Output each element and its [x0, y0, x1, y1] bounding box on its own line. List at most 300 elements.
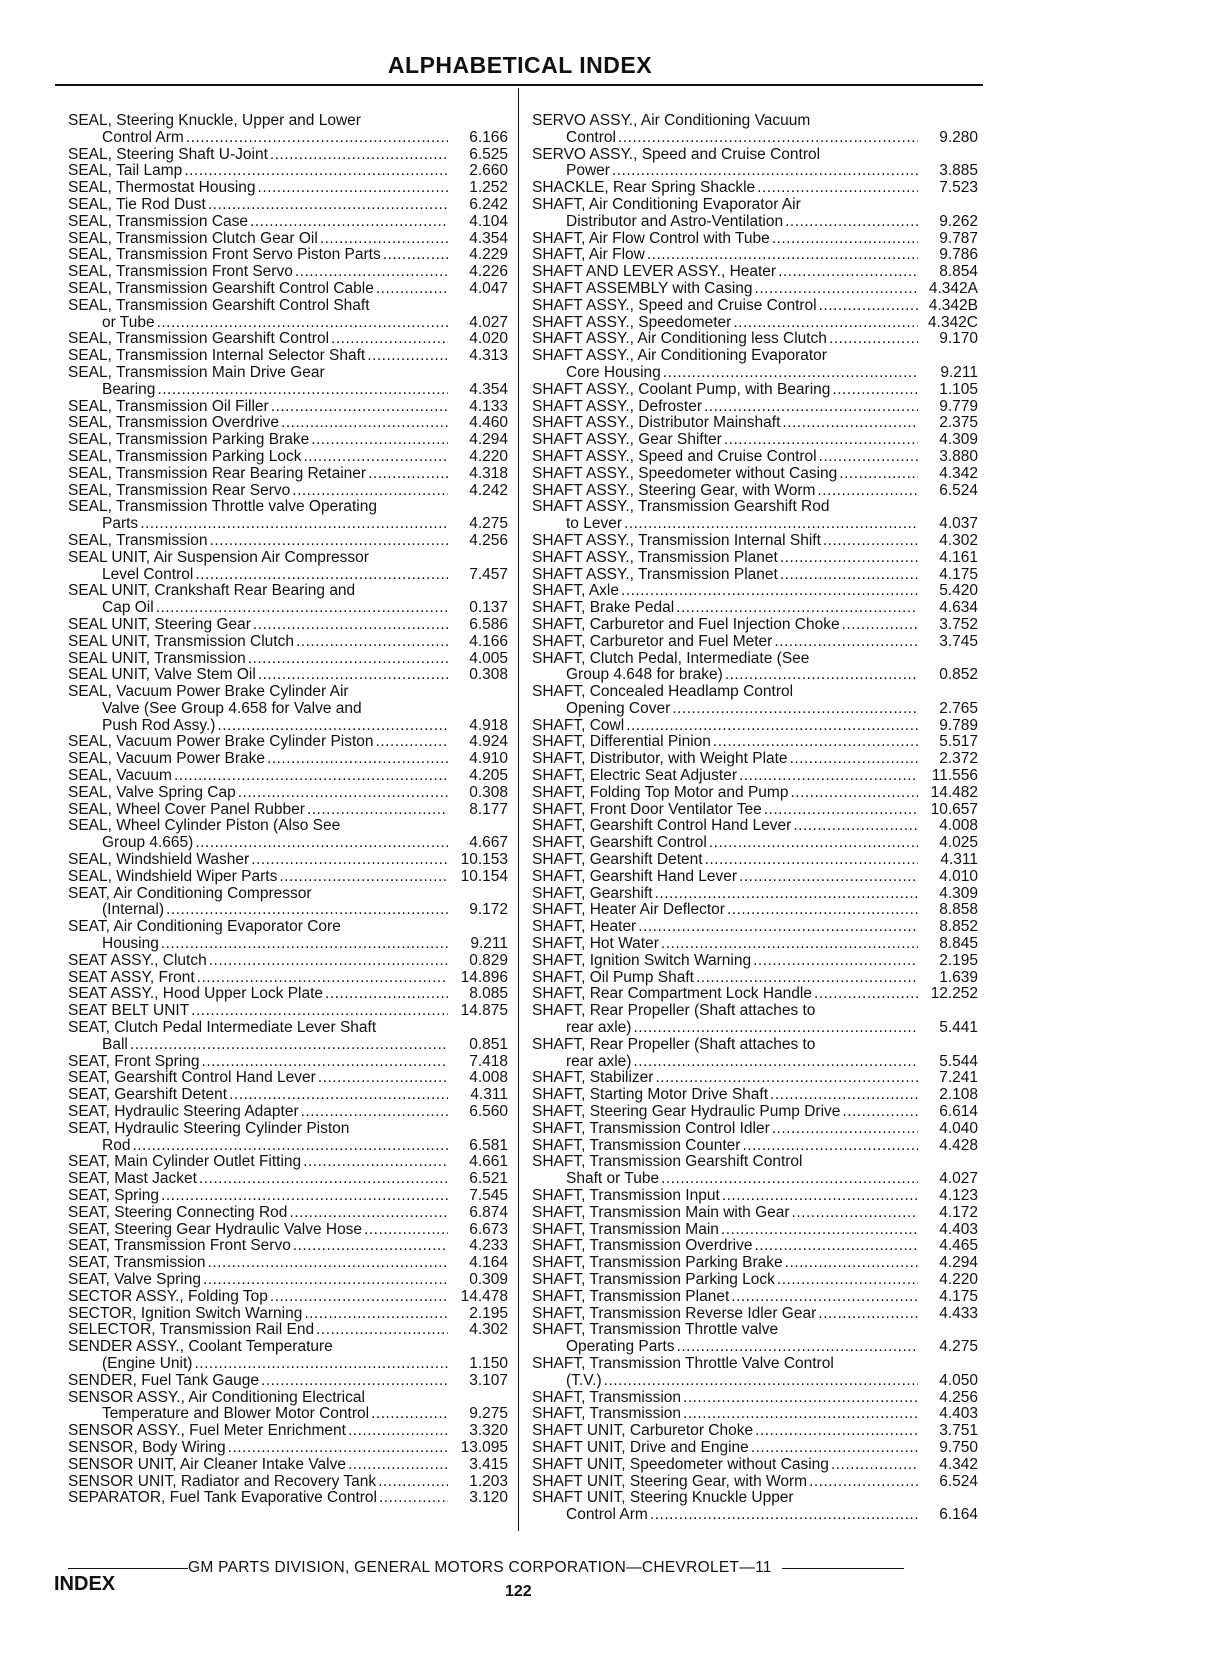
- index-entry: [68, 1020, 508, 1054]
- index-entry-text: SEAL, Transmission Rear Bearing Retainer: [68, 465, 367, 482]
- index-entry-page: 8.085: [469, 986, 508, 1003]
- index-entry-page: 4.166: [469, 633, 508, 650]
- index-entry-line: [532, 936, 978, 953]
- footer-rule-left: [68, 1568, 188, 1569]
- index-entry: [532, 600, 978, 617]
- index-entry-text: SHAFT, Transmission Throttle Valve Control: [532, 1355, 834, 1372]
- index-entry: [532, 835, 978, 852]
- dot-leader: [626, 718, 918, 735]
- index-entry-text: SHAFT ASSY., Air Conditioning Evaporator: [532, 348, 827, 365]
- index-entry-text: SHAFT, Axle: [532, 583, 619, 600]
- index-entry-page: 8.854: [939, 264, 978, 281]
- index-entry-page: 14.896: [460, 969, 508, 986]
- index-entry: [68, 1255, 508, 1272]
- dot-leader: [633, 1020, 918, 1037]
- dot-leader: [217, 718, 448, 735]
- index-entry-text: SEAL UNIT, Air Suspension Air Compressor: [68, 549, 369, 566]
- index-entry-page: 2.660: [469, 163, 508, 180]
- index-entry-page: 9.172: [469, 902, 508, 919]
- index-entry: [532, 1188, 978, 1205]
- index-entry-page: 4.005: [469, 650, 508, 667]
- index-entry-line: [68, 1339, 508, 1356]
- index-entry-line: [532, 399, 978, 416]
- index-entry-page: 3.120: [469, 1490, 508, 1507]
- index-entry-page: 6.586: [469, 616, 508, 633]
- dot-leader: [281, 415, 448, 432]
- index-entry: [68, 1322, 508, 1339]
- index-entry-page: 1.252: [469, 180, 508, 197]
- index-entry: [68, 1339, 508, 1373]
- index-entry-line: [68, 600, 508, 617]
- index-entry-text: SEAL, Wheel Cover Panel Rubber: [68, 801, 305, 818]
- dot-leader: [819, 449, 918, 466]
- dot-leader: [785, 1255, 918, 1272]
- index-entry-text: SHAFT, Transmission Parking Brake: [532, 1255, 783, 1272]
- index-entry-text: SHAFT, Transmission Main with Gear: [532, 1204, 790, 1221]
- dot-leader: [316, 1322, 448, 1339]
- index-entry: [68, 1222, 508, 1239]
- index-entry-page: 8.177: [469, 801, 508, 818]
- index-entry: [532, 684, 978, 718]
- index-entry-page: 5.517: [939, 734, 978, 751]
- index-entry: [532, 1390, 978, 1407]
- dot-leader: [814, 986, 918, 1003]
- index-entry-page: 4.302: [469, 1322, 508, 1339]
- index-entry-text: Group 4.665): [102, 835, 194, 852]
- index-entry-text: SHAFT ASSY., Distributor Mainshaft: [532, 415, 781, 432]
- index-entry-line: [532, 432, 978, 449]
- index-entry-page: 8.858: [939, 902, 978, 919]
- index-entry: [532, 768, 978, 785]
- index-entry-text: SHAFT ASSY., Transmission Planet: [532, 566, 778, 583]
- index-entry-line: [68, 331, 508, 348]
- index-entry-line: [68, 315, 508, 332]
- index-entry-text: Level Control: [102, 566, 194, 583]
- index-entry: [68, 147, 508, 164]
- dot-leader: [295, 264, 448, 281]
- index-entry-page: 6.164: [939, 1507, 978, 1524]
- index-entry: [532, 818, 978, 835]
- index-entry-text: SHAFT, Gearshift: [532, 885, 653, 902]
- index-entry-text: SEAL, Wheel Cylinder Piston (Also See: [68, 818, 341, 835]
- index-entry-line: [532, 466, 978, 483]
- index-entry-line: [532, 953, 978, 970]
- dot-leader: [331, 331, 448, 348]
- dot-leader: [348, 1423, 448, 1440]
- index-entry-text: SEAL, Transmission Clutch Gear Oil: [68, 230, 318, 247]
- index-entry-page: 4.294: [469, 432, 508, 449]
- dot-leader: [184, 163, 448, 180]
- index-entry-line: [68, 986, 508, 1003]
- index-entry-line: [532, 483, 978, 500]
- index-entry-line: [68, 852, 508, 869]
- index-entry-page: 1.105: [939, 381, 978, 398]
- index-entry-text: SEAT, Valve Spring: [68, 1271, 201, 1288]
- page-title: ALPHABETICAL INDEX: [387, 52, 653, 78]
- index-entry-text: rear axle): [566, 1020, 632, 1037]
- index-entry-text: SHAFT ASSY., Speedometer: [532, 314, 732, 331]
- index-entry-text: SEAL, Windshield Washer: [68, 852, 250, 869]
- index-entry-line: [532, 331, 978, 348]
- index-entry: [532, 734, 978, 751]
- index-entry: [68, 953, 508, 970]
- index-entry-page: 7.241: [939, 1070, 978, 1087]
- dot-leader: [364, 1222, 448, 1239]
- index-entry-line: [532, 970, 978, 987]
- index-entry-text: SEAT, Air Conditioning Compressor: [68, 885, 312, 902]
- index-entry-line: [532, 852, 978, 869]
- index-entry-line: [68, 1457, 508, 1474]
- dot-leader: [753, 953, 918, 970]
- index-entry-page: 2.375: [939, 415, 978, 432]
- index-entry-page: 4.313: [469, 348, 508, 365]
- index-entry-text: SHAFT, Transmission Overdrive: [532, 1238, 753, 1255]
- index-entry: [68, 231, 508, 248]
- index-entry-line: [532, 919, 978, 936]
- index-entry: [532, 1457, 978, 1474]
- index-entry-line: [532, 1003, 978, 1020]
- index-entry-text: SEAL, Vacuum: [68, 768, 172, 785]
- dot-leader: [267, 751, 448, 768]
- dot-leader: [250, 214, 448, 231]
- index-entry: [532, 936, 978, 953]
- index-entry-line: [68, 651, 508, 668]
- index-entry-page: 4.025: [939, 835, 978, 852]
- index-entry: [532, 1474, 978, 1491]
- dot-leader: [751, 1440, 918, 1457]
- index-entry: [532, 919, 978, 936]
- index-entry-page: 6.874: [469, 1204, 508, 1221]
- index-entry-page: 7.545: [469, 1188, 508, 1204]
- index-entry-line: [68, 751, 508, 768]
- index-entry-line: [532, 1356, 978, 1373]
- index-entry: [68, 113, 508, 147]
- index-entry-text: SEAL, Transmission Oil Filler: [68, 398, 269, 415]
- index-entry-text: Bearing: [102, 381, 156, 398]
- index-entry-line: [68, 919, 508, 936]
- index-entry-line: [68, 1255, 508, 1272]
- index-entry: [532, 1222, 978, 1239]
- index-entry-line: [68, 1390, 508, 1407]
- index-entry-page: 6.614: [939, 1104, 978, 1121]
- index-entry-page: 4.229: [469, 247, 508, 264]
- index-entry-line: [68, 348, 508, 365]
- index-entry-line: [532, 1255, 978, 1272]
- dot-leader: [755, 1423, 918, 1440]
- index-entry-page: 4.634: [939, 600, 978, 617]
- index-entry: [532, 298, 978, 315]
- dot-leader: [809, 1474, 918, 1491]
- index-entry-page: 9.786: [939, 247, 978, 264]
- index-entry: [68, 734, 508, 751]
- index-entry: [532, 1003, 978, 1037]
- dot-leader: [655, 886, 918, 903]
- index-entry-text: Push Rod Assy.): [102, 717, 216, 734]
- index-entry-page: 4.342: [939, 465, 978, 482]
- index-entry-page: 4.027: [939, 1171, 978, 1188]
- index-entry-text: SHAFT, Transmission Parking Lock: [532, 1271, 775, 1288]
- index-entry-line: [68, 835, 508, 852]
- index-entry-text: SEAL UNIT, Transmission Clutch: [68, 633, 294, 650]
- index-entry-text: SENDER ASSY., Coolant Temperature: [68, 1339, 333, 1356]
- dot-leader: [311, 432, 448, 449]
- index-entry-text: SHAFT, Gearshift Detent: [532, 852, 703, 869]
- index-entry-line: [68, 180, 508, 197]
- index-entry-line: [68, 399, 508, 416]
- index-entry: [532, 583, 978, 600]
- dot-leader: [229, 1087, 448, 1104]
- dot-leader: [790, 751, 918, 768]
- index-entry-page: 8.852: [939, 919, 978, 936]
- dot-leader: [817, 483, 918, 500]
- index-entry-text: SENSOR UNIT, Radiator and Recovery Tank: [68, 1473, 377, 1490]
- index-entry-line: [532, 902, 978, 919]
- index-entry: [68, 348, 508, 365]
- dot-leader: [261, 1373, 448, 1390]
- index-entry-text: SEAL UNIT, Valve Stem Oil: [68, 667, 256, 684]
- dot-leader: [770, 1087, 918, 1104]
- index-entry-line: [532, 1238, 978, 1255]
- index-entry-line: [68, 902, 508, 919]
- dot-leader: [203, 1272, 448, 1289]
- index-entry-line: [68, 247, 508, 264]
- index-entry-text: SHAFT, Transmission Planet: [532, 1288, 730, 1305]
- index-entry-text: SHAFT, Steering Gear Hydraulic Pump Drive: [532, 1104, 841, 1121]
- dot-leader: [208, 1255, 448, 1272]
- index-entry-page: 11.556: [931, 768, 978, 785]
- index-entry: [532, 1121, 978, 1138]
- index-entry-line: [532, 264, 978, 281]
- index-entry-line: [68, 1154, 508, 1171]
- index-entry-text: SHAFT UNIT, Speedometer without Casing: [532, 1456, 829, 1473]
- index-entry-line: [532, 617, 978, 634]
- index-entry-text: SHAFT ASSY., Air Conditioning less Clutch: [532, 331, 827, 348]
- index-entry-text: Shaft or Tube: [566, 1171, 660, 1188]
- index-entry-line: [68, 1440, 508, 1457]
- index-entry-line: [532, 1339, 978, 1356]
- index-entry-line: [532, 315, 978, 332]
- index-entry: [68, 365, 508, 399]
- index-entry-text: SHAFT, Gearshift Control Hand Lever: [532, 818, 792, 835]
- index-entry: [532, 1322, 978, 1356]
- index-entry-text: SEAT BELT UNIT: [68, 1003, 190, 1020]
- index-entry: [532, 869, 978, 886]
- dot-leader: [724, 432, 918, 449]
- dot-leader: [186, 130, 448, 147]
- dot-leader: [130, 1037, 448, 1054]
- dot-leader: [604, 1373, 918, 1390]
- index-entry-line: [68, 1474, 508, 1491]
- index-entry-page: 7.523: [939, 180, 978, 197]
- index-entry-text: SELECTOR, Transmission Rail End: [68, 1322, 315, 1339]
- index-entry: [532, 483, 978, 500]
- index-entry-line: [532, 651, 978, 668]
- dot-leader: [195, 835, 448, 852]
- index-entry-line: [532, 382, 978, 399]
- index-entry: [532, 1205, 978, 1222]
- index-entry: [532, 449, 978, 466]
- dot-leader: [778, 264, 918, 281]
- index-entry-line: [68, 1138, 508, 1155]
- index-entry-page: 12.252: [930, 986, 978, 1003]
- index-entry-text: SEAL, Valve Spring Cap: [68, 784, 236, 801]
- index-entry: [532, 986, 978, 1003]
- index-entry: [68, 466, 508, 483]
- index-entry: [68, 1306, 508, 1323]
- index-entry-page: 4.294: [939, 1255, 978, 1272]
- index-entry-page: 4.008: [469, 1070, 508, 1087]
- footer-rule-right: [782, 1568, 904, 1569]
- dot-leader: [774, 634, 918, 651]
- index-entry-line: [532, 1306, 978, 1323]
- index-entry-text: SEAL, Transmission Parking Lock: [68, 448, 302, 465]
- index-entry: [532, 785, 978, 802]
- index-entry-page: 14.482: [930, 784, 978, 801]
- index-entry-page: 2.765: [939, 700, 978, 717]
- index-entry-line: [532, 1390, 978, 1407]
- dot-leader: [790, 785, 918, 802]
- index-entry-line: [68, 499, 508, 516]
- index-entry-line: [532, 684, 978, 701]
- index-entry: [532, 231, 978, 248]
- index-entry: [68, 1104, 508, 1121]
- dot-leader: [258, 180, 448, 197]
- dot-leader: [368, 466, 448, 483]
- index-entry-page: 4.226: [469, 264, 508, 281]
- index-entry: [68, 802, 508, 819]
- index-entry-text: SEAL, Transmission Main Drive Gear: [68, 364, 325, 381]
- dot-leader: [258, 667, 448, 684]
- dot-leader: [379, 1490, 448, 1507]
- index-entry-text: SHAFT, Front Door Ventilator Tee: [532, 801, 762, 818]
- index-entry: [532, 1138, 978, 1155]
- index-entry: [68, 1003, 508, 1020]
- index-entry-line: [532, 869, 978, 886]
- index-entry-line: [532, 1205, 978, 1222]
- index-entry-line: [68, 583, 508, 600]
- index-entry-page: 4.008: [939, 818, 978, 835]
- index-entry: [532, 718, 978, 735]
- index-entry-text: SHAFT UNIT, Steering Gear, with Worm: [532, 1473, 808, 1490]
- index-entry-line: [68, 1037, 508, 1054]
- index-entry-text: SHAFT ASSY., Defroster: [532, 398, 702, 415]
- index-entry-text: SEAT, Gearshift Detent: [68, 1087, 228, 1104]
- index-entry-text: SHAFT, Air Flow: [532, 247, 645, 264]
- index-entry-line: [532, 365, 978, 382]
- index-entry-line: [532, 1171, 978, 1188]
- index-entry: [532, 331, 978, 348]
- index-entry: [68, 583, 508, 617]
- index-entry-page: 4.256: [939, 1389, 978, 1406]
- index-entry: [68, 768, 508, 785]
- index-entry: [68, 869, 508, 886]
- index-entry-text: SERVO ASSY., Air Conditioning Vacuum: [532, 113, 811, 129]
- index-entry-page: 4.667: [469, 835, 508, 852]
- index-entry-line: [68, 197, 508, 214]
- index-entry: [532, 1087, 978, 1104]
- index-entry-text: SEAL, Transmission Gearshift Control: [68, 331, 330, 348]
- index-entry: [68, 432, 508, 449]
- index-entry: [68, 1188, 508, 1205]
- section-label: INDEX: [54, 1573, 116, 1595]
- index-entry-line: [68, 1289, 508, 1306]
- dot-leader: [348, 1457, 448, 1474]
- index-entry-text: (Internal): [102, 902, 165, 919]
- index-entry: [68, 331, 508, 348]
- title-rule: [55, 84, 983, 86]
- index-entry-text: (T.V.): [566, 1372, 602, 1389]
- index-entry-text: Operating Parts: [566, 1339, 675, 1356]
- index-entry-line: [532, 348, 978, 365]
- index-entry-line: [68, 264, 508, 281]
- dot-leader: [371, 1406, 448, 1423]
- index-entry-line: [68, 466, 508, 483]
- index-entry-line: [68, 818, 508, 835]
- index-entry-line: [68, 483, 508, 500]
- dot-leader: [166, 902, 448, 919]
- index-entry-line: [68, 734, 508, 751]
- index-entry-text: SEPARATOR, Fuel Tank Evaporative Control: [68, 1490, 377, 1507]
- index-entry-text: rear axle): [566, 1053, 632, 1070]
- index-entry-text: Housing: [102, 936, 159, 953]
- index-entry-text: SEAT, Steering Connecting Rod: [68, 1204, 288, 1221]
- index-entry-text: SENSOR UNIT, Air Cleaner Intake Valve: [68, 1456, 346, 1473]
- index-entry-text: SEAT, Main Cylinder Outlet Fitting: [68, 1154, 302, 1171]
- index-entry-page: 4.256: [469, 532, 508, 549]
- index-entry-page: 4.275: [939, 1339, 978, 1356]
- index-entry: [68, 1070, 508, 1087]
- index-entry-line: [532, 197, 978, 214]
- dot-leader: [209, 953, 448, 970]
- column-divider: [518, 88, 519, 1531]
- index-entry-line: [532, 1020, 978, 1037]
- index-entry-page: 4.403: [939, 1221, 978, 1238]
- dot-leader: [764, 802, 918, 819]
- index-entry-line: [68, 533, 508, 550]
- index-entry: [68, 399, 508, 416]
- index-entry-text: SEAL, Transmission Gearshift Control Shaft: [68, 297, 370, 314]
- index-entry-page: 4.220: [469, 448, 508, 465]
- index-entry: [68, 197, 508, 214]
- index-entry-text: SEAL, Tail Lamp: [68, 163, 183, 180]
- index-entry-line: [532, 835, 978, 852]
- dot-leader: [839, 466, 918, 483]
- dot-leader: [739, 768, 918, 785]
- index-entry-text: SHAFT, Starting Motor Drive Shaft: [532, 1087, 769, 1104]
- dot-leader: [140, 516, 448, 533]
- dot-leader: [780, 567, 918, 584]
- index-entry: [68, 1440, 508, 1457]
- dot-leader: [289, 1205, 448, 1222]
- index-entry-page: 0.852: [939, 667, 978, 684]
- index-entry-page: 6.525: [469, 146, 508, 163]
- index-entry-text: SEAL, Transmission Parking Brake: [68, 432, 310, 449]
- index-entry: [68, 550, 508, 584]
- index-entry-page: 6.166: [469, 129, 508, 146]
- dot-leader: [228, 1440, 448, 1457]
- index-entry: [68, 1054, 508, 1071]
- index-entry-text: SHAFT, Clutch Pedal, Intermediate (See: [532, 650, 810, 667]
- index-entry-line: [68, 1054, 508, 1071]
- index-entry-page: 4.918: [469, 717, 508, 734]
- index-entry-line: [532, 247, 978, 264]
- index-entry-text: SHAFT, Rear Propeller (Shaft attaches to: [532, 1036, 816, 1053]
- index-entry-line: [68, 1406, 508, 1423]
- index-entry-page: 4.428: [939, 1137, 978, 1154]
- index-entry-text: Cap Oil: [102, 600, 154, 617]
- index-entry: [68, 1474, 508, 1491]
- index-entry: [532, 1238, 978, 1255]
